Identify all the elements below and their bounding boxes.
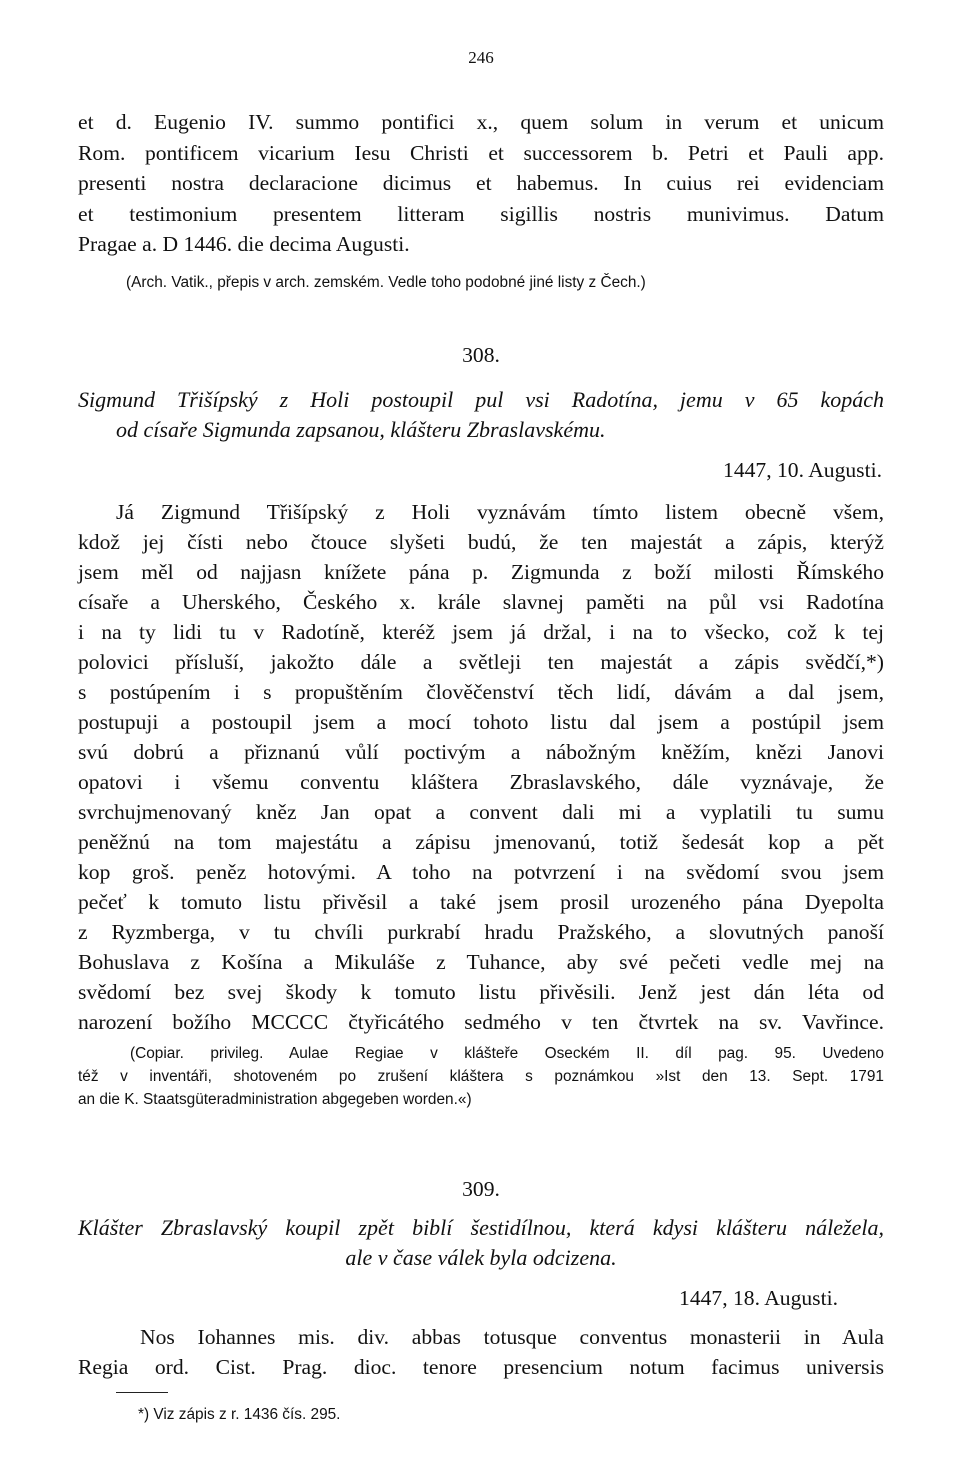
doc309-body-line: Nos Iohannes mis. div. abbas totusque conventus monasterii in Aula	[140, 1325, 884, 1349]
doc308-body-line: peněžnú na tom majestátu a zápisu jmenovanú, totiž šedesát kop a pět	[78, 830, 884, 854]
doc308-heading-line: od císaře Sigmunda zapsanou, klášteru Zbraslavskému.	[116, 417, 606, 442]
intro-line: Rom. pontificem vicarium Iesu Christi et successorem b. Petri et Pauli app.	[78, 141, 884, 165]
doc309-body-line: Regia ord. Cist. Prag. dioc. tenore presencium notum facimus universis	[78, 1355, 884, 1379]
doc308-number: 308.	[462, 343, 500, 367]
doc308-body-line: pečeť k tomuto listu přivěsil a také jsem prosil urozeného pána Dyepolta	[78, 890, 884, 914]
doc308-body-line: svú dobrú a přiznanú vůlí poctivým a nábožným kněžím, knězi Janovi	[78, 740, 884, 764]
doc308-note-line: též v inventáři, shotoveném po zrušení kláštera s poznámkou »Ist den 13. Sept. 1791	[78, 1068, 884, 1085]
doc308-body-line: i na ty lidi tu v Radotíně, kteréž jsem já držal, i na to všecko, což k tej	[78, 620, 884, 644]
intro-line: Pragae a. D 1446. die decima Augusti.	[78, 232, 410, 256]
doc308-body-line: postupuji a postoupil jsem a mocí tohoto listu dal jsem a postúpil jsem	[78, 710, 884, 734]
intro-line: et d. Eugenio IV. summo pontifici x., quem solum in verum et unicum	[78, 110, 884, 134]
doc308-body-line: jsem měl od najjasn knížete pána p. Zigmunda z boží milosti Římského	[78, 560, 884, 584]
doc309-heading-line: ale v čase válek byla odcizena.	[345, 1245, 617, 1270]
doc308-body-line: narození božího MCCCC čtyřicátého sedmého v ten čtvrtek na sv. Vavřince.	[78, 1010, 884, 1034]
doc308-body-line: svědomí bez svej škody k tomuto listu přivěsili. Jenž jest dán léta od	[78, 980, 884, 1004]
footnote-separator	[116, 1392, 168, 1393]
doc308-body-line: Bohuslava z Košína a Mikuláše z Tuhance, aby své pečeti vedle mej na	[78, 950, 884, 974]
doc308-body-line: z Ryzmberga, v tu chvíli purkrabí hradu Pražského, a slovutných panoší	[78, 920, 884, 944]
doc308-body-line: polovici přísluší, jakožto dále a světleji ten majestát a zápis svědčí,*)	[78, 650, 884, 674]
intro-line: et testimonium presentem litteram sigillis nostris munivimus. Datum	[78, 202, 884, 226]
doc308-note-line: (Copiar. privileg. Aulae Regiae v klášteře Oseckém II. díl pag. 95. Uvedeno	[130, 1045, 884, 1062]
doc308-body-line: opatovi i všemu conventu kláštera Zbraslavského, dále vyznávaje, že	[78, 770, 884, 794]
intro-line: presenti nostra declaracione dicimus et habemus. In cuius rei evidenciam	[78, 171, 884, 195]
doc308-heading-line: Sigmund Třišípský z Holi postoupil pul vsi Radotína, jemu v 65 kopách	[78, 387, 884, 412]
doc308-body-line: kop groš. peněz hotovými. A toho na potvrzení i na svědomí svou jsem	[78, 860, 884, 884]
intro-archive-note: (Arch. Vatik., přepis v arch. zemském. Vedle toho podobné jiné listy z Čech.)	[126, 274, 646, 291]
doc308-body-line: svrchujmenovaný kněz Jan opat a convent dali mi a vyplatili tu sumu	[78, 800, 884, 824]
doc308-date: 1447, 10. Augusti.	[723, 458, 882, 482]
doc308-body-line: Já Zigmund Třišípský z Holi vyznávám tímto listem obecně všem,	[116, 500, 884, 524]
footnote: *) Viz zápis z r. 1436 čís. 295.	[138, 1406, 341, 1423]
doc308-body-line: kdož jej čísti nebo čtouce slyšeti budú, že ten majestát a zápis, kterýž	[78, 530, 884, 554]
page-number: 246	[468, 48, 494, 67]
doc308-body-line: s postúpením i s propuštěním člověčenství těch lidí, dávám a dal jsem,	[78, 680, 884, 704]
doc309-number: 309.	[462, 1177, 500, 1201]
doc309-date: 1447, 18. Augusti.	[679, 1286, 838, 1310]
doc309-heading-line: Klášter Zbraslavský koupil zpět biblí šestidílnou, která kdysi klášteru náležela,	[78, 1215, 884, 1240]
doc308-body-line: císaře a Uherského, Českého x. krále slavnej paměti na půl vsi Radotína	[78, 590, 884, 614]
doc308-note-line: an die K. Staatsgüteradministration abgegeben worden.«)	[78, 1091, 472, 1108]
